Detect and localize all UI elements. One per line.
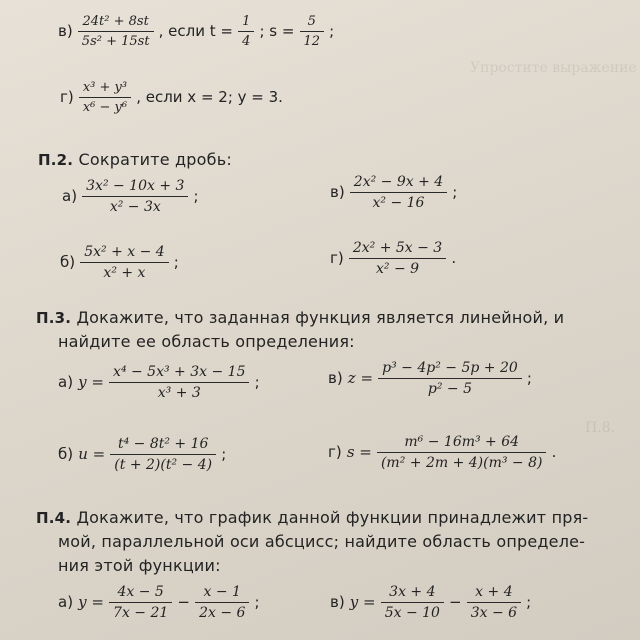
problem-1g: г) $\frac{\text{x³ + y³}}{\text{x⁶ − y⁶}}$ , если x = 2; y = 3. <box>60 80 283 115</box>
fraction: $\frac{\text{3x² − 10x + 3}}{\text{x² − 3x}}$ <box>82 178 188 215</box>
fraction: $\frac{x + 4}{3x - 6}$ <box>467 584 521 621</box>
problem-p4v: в) y = $\frac{3x + 4}{5x - 10}$ − $\frac{x + 4}{3x - 6}$ ; <box>330 584 532 621</box>
fraction: $\frac{3x + 4}{5x - 10}$ <box>381 584 444 621</box>
fraction: $\frac{\text{m⁶ − 16m³ + 64}}{\text{(m² + 2m + 4)(m³ − 8)}}$ <box>377 434 547 471</box>
problem-p2g: г) $\frac{\text{2x² + 5x − 3}}{\text{x² − 9}}$ . <box>330 240 457 277</box>
fraction: $\frac{\text{x³ + y³}}{\text{x⁶ − y⁶}}$ <box>79 80 131 115</box>
problem-p2-heading: П.2. Сократите дробь: <box>38 150 232 169</box>
fraction: $\frac{\text{2x² − 9x + 4}}{\text{x² − 16}}$ <box>350 174 447 211</box>
problem-number: П.3. <box>36 309 72 327</box>
bleed-through-text: П.8. <box>585 420 616 436</box>
problem-p3v: в) z = $\frac{\text{p³ − 4p² − 5p + 20}}{\text{p² − 5}}$ ; <box>328 360 532 397</box>
fraction: $\frac{1}{4}$ <box>238 14 254 49</box>
fraction: $\frac{\text{24t² + 8st}}{\text{5s² + 15st}}$ <box>78 14 154 49</box>
problem-p3a: а) y = $\frac{\text{x⁴ − 5x³ + 3x − 15}}{\text{x³ + 3}}$ ; <box>58 364 260 401</box>
problem-p4-heading: П.4. Докажите, что график данной функции принадлежит пря- мой, параллельной оси абсцисс; найдите область определе- ния этой функции: <box>36 508 589 575</box>
problem-number: П.2. <box>38 151 74 169</box>
fraction: $\frac{\text{p³ − 4p² − 5p + 20}}{\text{p² − 5}}$ <box>378 360 522 397</box>
item-label: в) <box>58 22 73 40</box>
fraction: $\frac{\text{t⁴ − 8t² + 16}}{\text{(t + 2)(t² − 4)}}$ <box>110 436 216 473</box>
fraction: $\frac{4x - 5}{7x - 21}$ <box>109 584 172 621</box>
problem-p3-heading: П.3. Докажите, что заданная функция является линейной, и найдите ее область определения: <box>36 308 565 351</box>
problem-p3b: б) u = $\frac{\text{t⁴ − 8t² + 16}}{\text{(t + 2)(t² − 4)}}$ ; <box>58 436 227 473</box>
fraction: $\frac{\text{5x² + x − 4}}{\text{x² + x}}$ <box>80 244 168 281</box>
problem-p4a: а) y = $\frac{4x - 5}{7x - 21}$ − $\frac{x - 1}{2x - 6}$ ; <box>58 584 260 621</box>
problem-1v: в) $\frac{\text{24t² + 8st}}{\text{5s² + 15st}}$ , если t = $\frac{1}{4}$ ; s = $\frac{5}{12}$ ; <box>58 14 335 49</box>
fraction: $\frac{5}{12}$ <box>300 14 325 49</box>
problem-p3g: г) s = $\frac{\text{m⁶ − 16m³ + 64}}{\text{(m² + 2m + 4)(m³ − 8)}}$ . <box>328 434 557 471</box>
item-label: г) <box>60 88 74 106</box>
bleed-through-text: Упростите выражение <box>470 60 637 76</box>
problem-p2b: б) $\frac{\text{5x² + x − 4}}{\text{x² + x}}$ ; <box>60 244 179 281</box>
problem-p2v: в) $\frac{\text{2x² − 9x + 4}}{\text{x² − 16}}$ ; <box>330 174 458 211</box>
fraction: $\frac{\text{2x² + 5x − 3}}{\text{x² − 9}}$ <box>349 240 446 277</box>
problem-number: П.4. <box>36 509 72 527</box>
problem-p2a: а) $\frac{\text{3x² − 10x + 3}}{\text{x² − 3x}}$ ; <box>62 178 199 215</box>
fraction: $\frac{x - 1}{2x - 6}$ <box>195 584 249 621</box>
fraction: $\frac{\text{x⁴ − 5x³ + 3x − 15}}{\text{x³ + 3}}$ <box>109 364 249 401</box>
